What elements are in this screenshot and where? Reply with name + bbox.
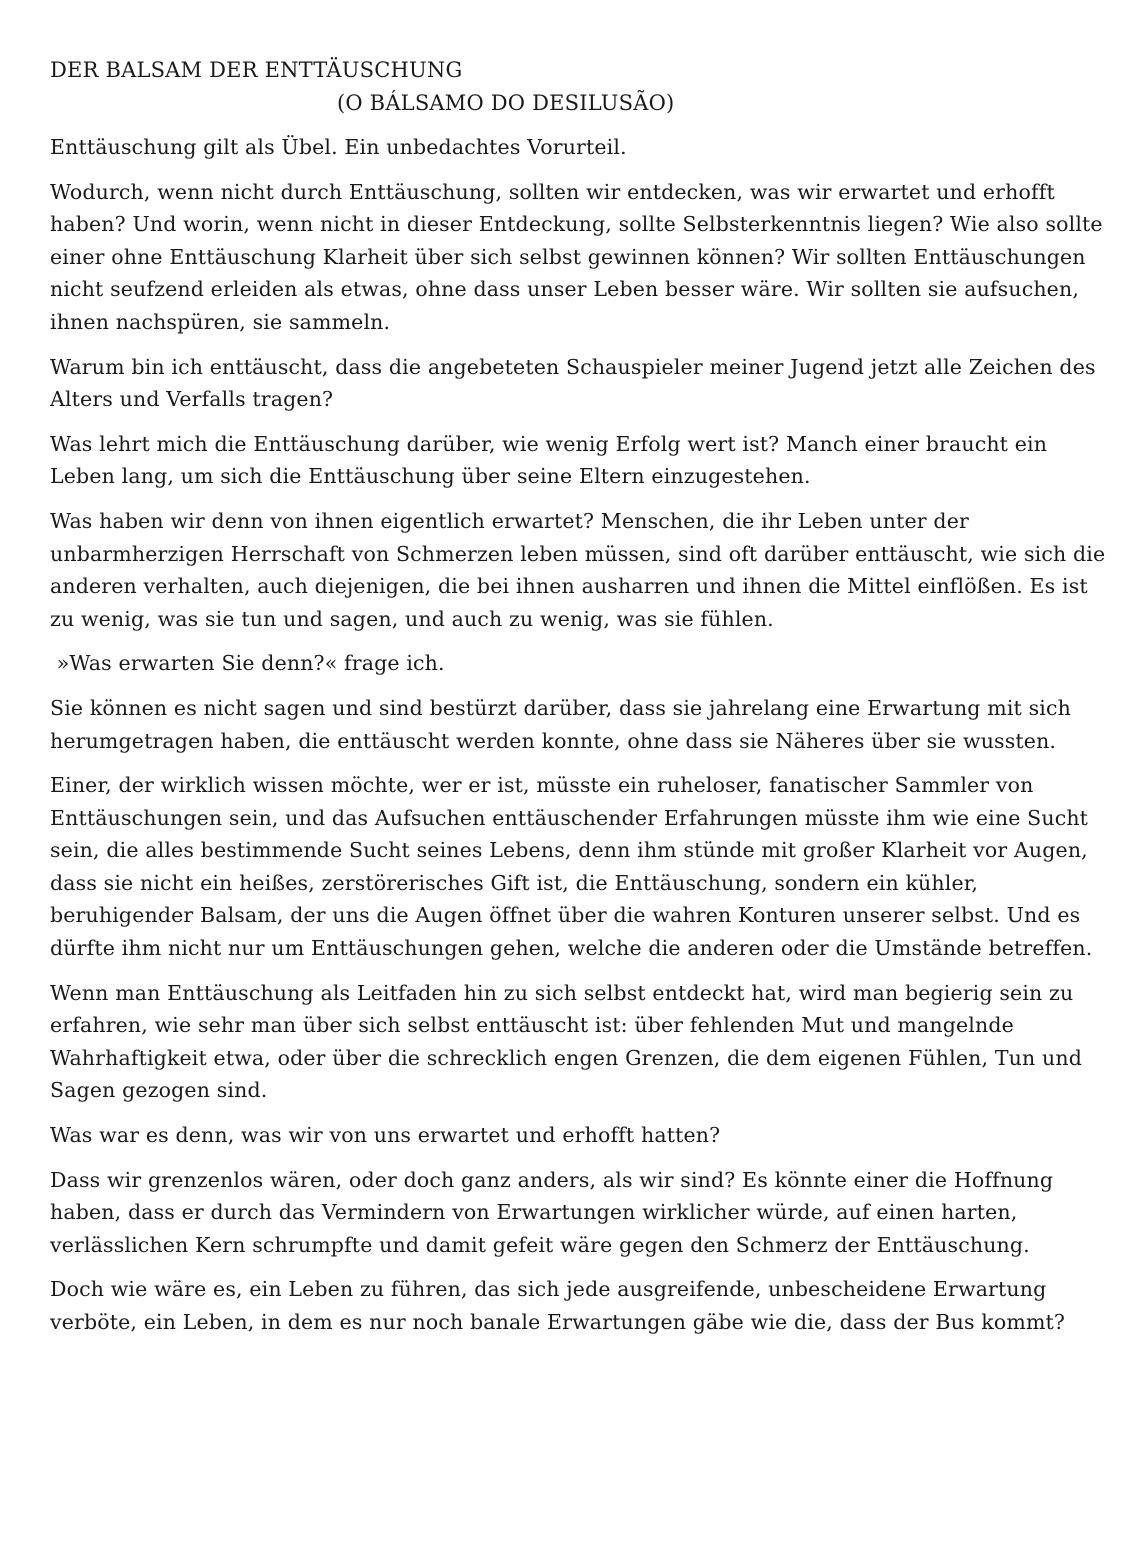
paragraph: Dass wir grenzenlos wären, oder doch ganz anders, als wir sind? Es könnte einer die Hoffnung haben, dass er durch das Vermindern von Erwartungen wirklicher würde, auf einen harten, verlässlichen Kern schrumpfte und damit gefeit wäre gegen den Schmerz der Enttäuschung. <box>50 1167 1054 1257</box>
paragraph: Doch wie wäre es, ein Leben zu führen, das sich jede ausgreifende, unbescheidene Erwartung verböte, ein Leben, in dem es nur noch banale Erwartungen gäbe wie die, dass der Bus kommt? <box>50 1277 1066 1334</box>
document-body <box>50 131 1112 1351</box>
document-subtitle: (O BÁLSAMO DO DESILUSÃO) <box>337 91 675 115</box>
paragraph: Wenn man Enttäuschung als Leitfaden hin zu sich selbst entdeckt hat, wird man begierig sein zu erfahren, wie sehr man über sich selbst enttäuscht ist: über fehlenden Mut und mangelnde Wahrhaftigkeit etwa, oder über die schrecklich engen Grenzen, die dem eigenen Fühlen, Tun und Sagen gezogen sind. <box>50 980 1082 1103</box>
paragraph: Wodurch, wenn nicht durch Enttäuschung, sollten wir entdecken, was wir erwartet und erhofft haben? Und worin, wenn nicht in dieser Entdeckung, sollte Selbsterkenntnis liegen? Wie also sollte einer ohne Enttäuschung Klarheit über sich selbst gewinnen können? Wir sollten Enttäuschungen nicht seufzend erleiden als etwas, ohne dass unser Leben besser wäre. Wir sollten sie aufsuchen, ihnen nachspüren, sie sammeln. <box>50 179 1103 334</box>
paragraph: Was haben wir denn von ihnen eigentlich erwartet? Menschen, die ihr Leben unter der unbarmherzigen Herrschaft von Schmerzen leben müssen, sind oft darüber enttäuscht, wie sich die anderen verhalten, auch diejenigen, die bei ihnen ausharren und ihnen die Mittel einflößen. Es ist zu wenig, was sie tun und sagen, und auch zu wenig, was sie fühlen. <box>50 508 1106 631</box>
paragraph: Einer, der wirklich wissen möchte, wer er ist, müsste ein ruheloser, fanatischer Sammler von Enttäuschungen sein, und das Aufsuchen enttäuschender Erfahrungen müsste ihm wie eine Sucht sein, die alles bestimmende Sucht seines Lebens, denn ihm stünde mit großer Klarheit vor Augen, dass sie nicht ein heißes, zerstörerisches Gift ist, die Enttäuschung, sondern ein kühler, beruhigender Balsam, der uns die Augen öffnet über die wahren Konturen unserer selbst. Und es dürfte ihm nicht nur um Enttäuschungen gehen, welche die anderen oder die Umstände betreffen. <box>50 773 1093 961</box>
document-title: DER BALSAM DER ENTTÄUSCHUNG <box>50 58 463 82</box>
paragraph: Sie können es nicht sagen und sind bestürzt darüber, dass sie jahrelang eine Erwartung mit sich herumgetragen haben, die enttäuscht werden konnte, ohne dass sie Näheres über sie wussten. <box>50 695 1071 753</box>
paragraph: Enttäuschung gilt als Übel. Ein unbedachtes Vorurteil. <box>50 135 627 159</box>
paragraph: Was lehrt mich die Enttäuschung darüber, wie wenig Erfolg wert ist? Manch einer braucht ein Leben lang, um sich die Enttäuschung über seine Eltern einzugestehen. <box>50 431 1048 489</box>
paragraph: »Was erwarten Sie denn?« frage ich. <box>50 651 445 676</box>
paragraph: Was war es denn, was wir von uns erwartet und erhofft hatten? <box>50 1123 721 1148</box>
paragraph: Warum bin ich enttäuscht, dass die angebeteten Schauspieler meiner Jugend jetzt alle Zeichen des Alters und Verfalls tragen? <box>50 354 1096 412</box>
